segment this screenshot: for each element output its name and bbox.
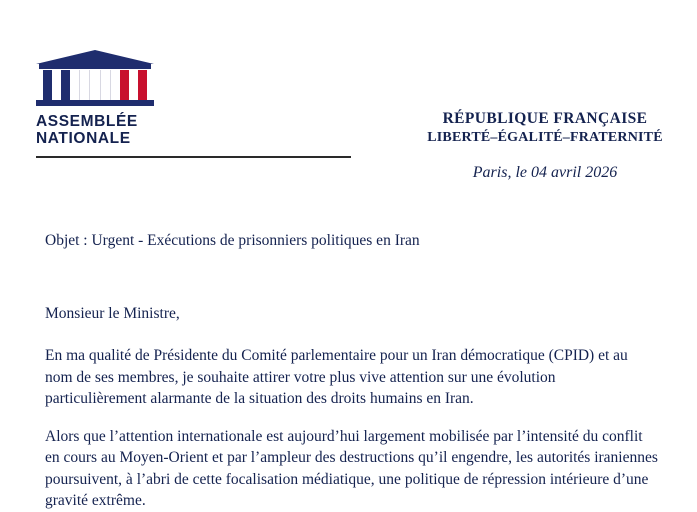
paragraph: En ma qualité de Présidente du Comité parlementaire pour un Iran démocratique (CPID) et au nom de ses membres, je souhaite attirer votre plus vive attention sur une évolution particulièrement alarmante de la situation des droits humains en Iran. (45, 347, 628, 407)
letterhead (0, 44, 697, 181)
entablature-shape (39, 64, 151, 69)
letter-body (45, 345, 658, 512)
paragraph: Alors que l’attention internationale est aujourd’hui largement mobilisée par l’intensité du conflit en cours au Moyen-Orient et par l’ampleur des destructions qu’il engendre, les autorités iraniennes poursuivent, à l’abri de cette focalisation médiatique, une politique de répression intérieure d’une gravité extrême. (45, 427, 658, 509)
republic-title: RÉPUBLIQUE FRANÇAISE (442, 110, 648, 127)
column-3 (79, 70, 90, 100)
logo-wordmark-line2: NATIONALE (36, 130, 131, 147)
republic-heading (420, 110, 670, 146)
subject-line: Objet : Urgent - Exécutions de prisonniers politiques en Iran (45, 232, 420, 249)
republic-motto: LIBERTÉ–ÉGALITÉ–FRATERNITÉ (427, 130, 663, 145)
logo-wordmark-line1: ASSEMBLÉE (36, 113, 138, 130)
national-assembly-building-icon (36, 50, 154, 106)
assemblee-nationale-logo (36, 50, 166, 147)
base-shape (36, 100, 154, 106)
column-5 (120, 70, 129, 100)
header-divider (36, 156, 351, 158)
place-and-date: Paris, le 04 avril 2026 (472, 164, 618, 181)
salutation: Monsieur le Ministre, (45, 305, 180, 322)
logo-wordmark (36, 113, 166, 147)
columns-group (43, 70, 147, 100)
column-6 (138, 70, 147, 100)
pediment-shape (36, 50, 154, 64)
column-1 (43, 70, 52, 100)
column-2 (61, 70, 70, 100)
column-4 (100, 70, 111, 100)
